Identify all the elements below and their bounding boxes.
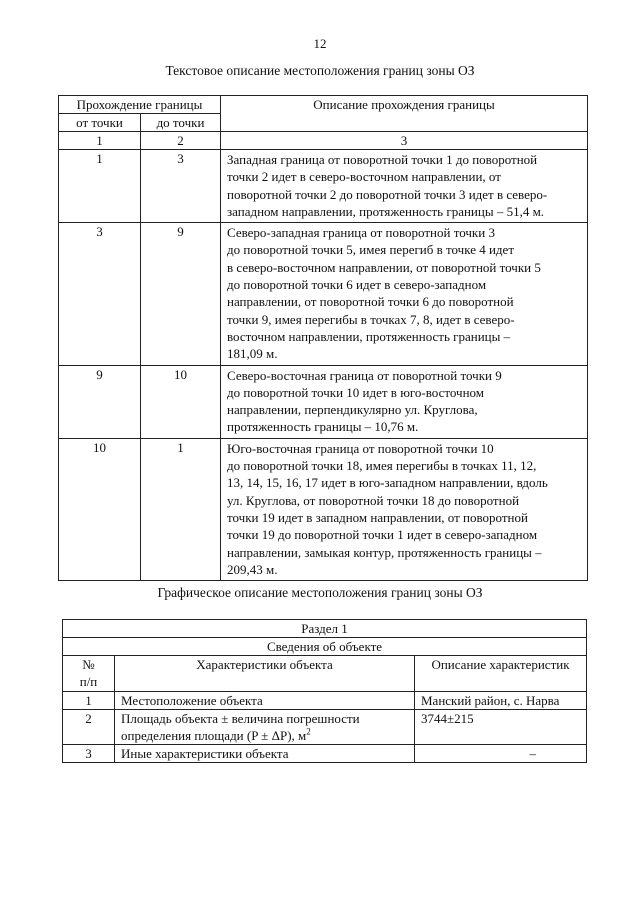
header-characteristic-description: Описание характеристик	[415, 656, 587, 692]
table-row	[63, 692, 587, 710]
description-line: точки 19 до поворотной точки 1 идет в северо-западном	[227, 527, 538, 543]
table-row	[63, 710, 587, 745]
text-description-title: Текстовое описание местоположения границ зоны ОЗ	[165, 63, 475, 78]
boundary-description	[221, 365, 588, 438]
description-line: до поворотной точки 10 идет в юго-восточном	[227, 384, 485, 400]
description-line: точки 9, имея перегибы в точках 7, 8, идет в северо-	[227, 311, 515, 327]
column-number: 3	[221, 132, 588, 150]
header-from: от точки	[59, 114, 141, 132]
header-number: № п/п	[63, 656, 115, 692]
characteristic-value: Манский район, с. Нарва	[415, 692, 587, 710]
description-line: ул. Круглова, от поворотной точки 18 до поворотной	[227, 492, 520, 508]
characteristic-name: Площадь объекта ± величина погрешности определения площади (P ± ΔP), $м^2$	[115, 710, 415, 745]
from-point: 3	[59, 223, 141, 365]
characteristic-value: 3744±215	[415, 710, 587, 745]
to-point: 10	[141, 365, 221, 438]
table-row	[59, 150, 588, 223]
header-description: Описание прохождения границы	[221, 96, 588, 132]
description-line: протяженность границы – 10,76 м.	[227, 419, 419, 435]
description-line: 181,09 м.	[227, 346, 278, 362]
description-line: до поворотной точки 6 идет в северо-западном	[227, 277, 487, 293]
row-number: 1	[63, 692, 115, 710]
from-point: 1	[59, 150, 141, 223]
column-number: 1	[59, 132, 141, 150]
description-line: поворотной точки 2 до поворотной точки 3 идет в северо-	[227, 186, 548, 202]
description-line: направлении, от поворотной точки 6 до поворотной	[227, 294, 514, 310]
boundary-description	[221, 150, 588, 223]
header-to: до точки	[141, 114, 221, 132]
to-point: 1	[141, 438, 221, 580]
section-title: Раздел 1	[63, 620, 587, 638]
description-line: направлении, замыкая контур, протяженность границы –	[227, 544, 542, 560]
graphic-description-title: Графическое описание местоположения границ зоны ОЗ	[157, 585, 483, 600]
section-row	[63, 620, 587, 638]
boundary-description	[221, 223, 588, 365]
column-number: 2	[141, 132, 221, 150]
header-characteristics: Характеристики объекта	[115, 656, 415, 692]
table-header-row	[59, 96, 588, 114]
description-line: до поворотной точки 18, имея перегибы в точках 11, 12,	[227, 458, 537, 474]
from-point: 10	[59, 438, 141, 580]
description-line: точки 2 идет в северо-восточном направлении, от	[227, 169, 501, 185]
description-line: до поворотной точки 5, имея перегиб в точке 4 идет	[227, 242, 514, 258]
characteristic-name: Иные характеристики объекта	[115, 745, 415, 763]
description-line: восточном направлении, протяженность границы –	[227, 328, 511, 344]
characteristic-value: –	[415, 745, 587, 763]
row-number: 2	[63, 710, 115, 745]
table-row	[63, 745, 587, 763]
column-number-row	[59, 132, 588, 150]
description-line: 209,43 м.	[227, 561, 278, 577]
description-line: 13, 14, 15, 16, 17 идет в юго-западном направлении, вдоль	[227, 475, 548, 491]
table-header-row	[63, 656, 587, 692]
to-point: 3	[141, 150, 221, 223]
subsection-title: Сведения об объекте	[63, 638, 587, 656]
header-passage: Прохождение границы	[59, 96, 221, 114]
subsection-row	[63, 638, 587, 656]
description-line: Северо-восточная граница от поворотной точки 9	[227, 367, 502, 383]
to-point: 9	[141, 223, 221, 365]
description-line: Северо-западная граница от поворотной точки 3	[227, 225, 495, 241]
description-line: точки 19 идет в западном направлении, от поворотной	[227, 509, 528, 525]
table-row	[59, 223, 588, 365]
characteristic-name: Местоположение объекта	[115, 692, 415, 710]
description-line: Западная граница от поворотной точки 1 до поворотной	[227, 152, 538, 167]
boundary-description	[221, 438, 588, 580]
boundary-description-table	[58, 95, 588, 581]
table-row	[59, 365, 588, 438]
description-line: направлении, перпендикулярно ул. Круглова,	[227, 402, 478, 418]
from-point: 9	[59, 365, 141, 438]
object-info-table	[62, 619, 587, 763]
table-row	[59, 438, 588, 580]
description-line: в северо-восточном направлении, от поворотной точки 5	[227, 259, 541, 275]
description-line: западном направлении, протяженность границы – 51,4 м.	[227, 203, 545, 219]
row-number: 3	[63, 745, 115, 763]
description-line: Юго-восточная граница от поворотной точки 10	[227, 440, 494, 456]
page-number: 12	[313, 36, 327, 51]
